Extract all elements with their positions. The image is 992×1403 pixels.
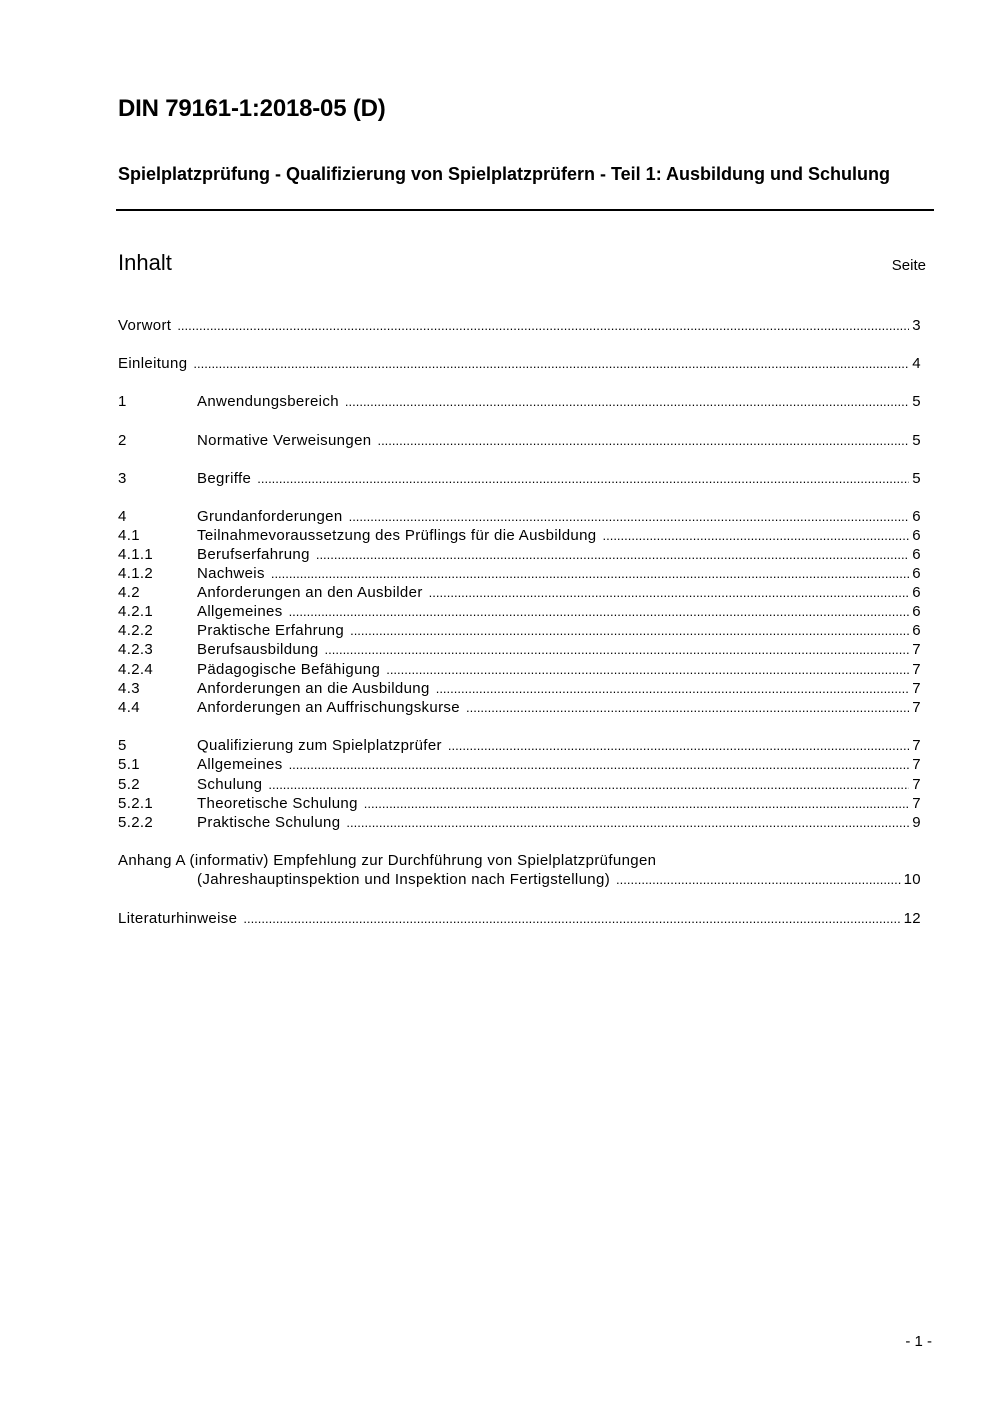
toc-entry-title: Allgemeines bbox=[197, 603, 283, 620]
toc-entry-title: Theoretische Schulung bbox=[197, 795, 358, 812]
toc-entry-page: 7 bbox=[912, 661, 921, 678]
leader-dots bbox=[316, 545, 909, 564]
toc-entry[interactable] bbox=[118, 602, 921, 621]
toc-entry-page: 12 bbox=[903, 910, 921, 927]
document-id: DIN 79161-1:2018-05 (D) bbox=[118, 95, 386, 122]
toc-entry-number: 4.2.4 bbox=[118, 661, 154, 678]
toc-entry-number: 3 bbox=[118, 470, 127, 487]
toc-entry[interactable] bbox=[118, 660, 921, 679]
toc-entry[interactable] bbox=[118, 813, 921, 832]
toc-entry-number: 4.1.1 bbox=[118, 546, 154, 563]
toc-entry-page: 6 bbox=[912, 603, 921, 620]
toc-entry-title: Teilnahmevoraussetzung des Prüflings für die Ausbildung bbox=[197, 527, 597, 544]
toc-entry[interactable] bbox=[118, 621, 921, 640]
toc-entry-page: 6 bbox=[912, 527, 921, 544]
toc-entry[interactable] bbox=[118, 469, 921, 488]
toc-entry[interactable] bbox=[118, 755, 921, 774]
toc-entry-page: 7 bbox=[912, 699, 921, 716]
toc-entry-title: Praktische Erfahrung bbox=[197, 622, 345, 639]
toc-entry-page: 5 bbox=[912, 470, 921, 487]
table-of-contents bbox=[118, 0, 921, 940]
toc-heading: Inhalt bbox=[118, 250, 172, 275]
toc-entry-annex-subtitle: (Jahreshauptinspektion und Inspektion nach Fertigstellung) bbox=[197, 871, 611, 888]
toc-entry-number: 4.4 bbox=[118, 699, 140, 716]
leader-dots bbox=[289, 755, 910, 774]
toc-entry-title: Anwendungsbereich bbox=[197, 393, 339, 410]
toc-entry-page: 6 bbox=[912, 508, 921, 525]
toc-entry-page: 5 bbox=[912, 393, 921, 410]
toc-entry-title: Vorwort bbox=[118, 317, 172, 334]
leader-dots bbox=[345, 392, 909, 411]
leader-dots bbox=[350, 621, 909, 640]
toc-entry[interactable] bbox=[118, 392, 921, 411]
page-column-label: Seite bbox=[891, 257, 926, 274]
toc-entry-number: 4.1.2 bbox=[118, 565, 154, 582]
toc-entry[interactable] bbox=[118, 736, 921, 755]
toc-entry-title: Literaturhinweise bbox=[118, 910, 238, 927]
toc-entry[interactable] bbox=[118, 679, 921, 698]
leader-dots bbox=[193, 354, 909, 373]
leader-dots bbox=[325, 640, 910, 659]
leader-dots bbox=[429, 583, 910, 602]
toc-entry-title: Anforderungen an die Ausbildung bbox=[197, 680, 430, 697]
toc-entry[interactable] bbox=[118, 640, 921, 659]
toc-entry-annex[interactable] bbox=[197, 870, 921, 889]
toc-entry-number: 5.2 bbox=[118, 776, 140, 793]
toc-entry-page: 4 bbox=[912, 355, 921, 372]
toc-entry-page: 6 bbox=[912, 546, 921, 563]
page-number: - 1 - bbox=[905, 1333, 932, 1350]
toc-entry-title: Berufsausbildung bbox=[197, 641, 319, 658]
toc-entry-bibliography[interactable] bbox=[118, 909, 921, 928]
leader-dots bbox=[243, 909, 900, 928]
leader-dots bbox=[602, 526, 909, 545]
toc-entry-title: Praktische Schulung bbox=[197, 814, 341, 831]
toc-entry-title: Berufserfahrung bbox=[197, 546, 310, 563]
leader-dots bbox=[386, 660, 909, 679]
toc-entry-page: 7 bbox=[912, 776, 921, 793]
leader-dots bbox=[448, 736, 909, 755]
leader-dots bbox=[364, 794, 910, 813]
toc-entry-number: 4.2.1 bbox=[118, 603, 154, 620]
toc-entry-number: 4 bbox=[118, 508, 127, 525]
toc-entry-page: 10 bbox=[903, 871, 921, 888]
toc-entry-page: 3 bbox=[912, 317, 921, 334]
toc-entry-title: Pädagogische Befähigung bbox=[197, 661, 381, 678]
toc-entry[interactable] bbox=[118, 431, 921, 450]
toc-entry[interactable] bbox=[118, 526, 921, 545]
toc-entry[interactable] bbox=[118, 775, 921, 794]
toc-entry-title: Grundanforderungen bbox=[197, 508, 343, 525]
toc-entry-title: Allgemeines bbox=[197, 756, 283, 773]
toc-entry[interactable] bbox=[118, 545, 921, 564]
toc-entry-annex-title[interactable]: Anhang A (informativ) Empfehlung zur Durchführung von Spielplatzprüfungen bbox=[118, 852, 657, 869]
leader-dots bbox=[436, 679, 910, 698]
toc-entry-number: 4.2 bbox=[118, 584, 140, 601]
toc-entry-page: 7 bbox=[912, 680, 921, 697]
leader-dots bbox=[271, 564, 909, 583]
toc-entry-page: 6 bbox=[912, 622, 921, 639]
toc-entry[interactable] bbox=[118, 794, 921, 813]
toc-entry-vorwort[interactable] bbox=[118, 316, 921, 335]
toc-entry-title: Anforderungen an Auffrischungskurse bbox=[197, 699, 460, 716]
leader-dots bbox=[289, 602, 910, 621]
leader-dots bbox=[349, 507, 910, 526]
leader-dots bbox=[346, 813, 909, 832]
toc-entry-number: 5.1 bbox=[118, 756, 140, 773]
toc-entry-title: Qualifizierung zum Spielplatzprüfer bbox=[197, 737, 442, 754]
toc-entry-number: 2 bbox=[118, 432, 127, 449]
toc-entry-page: 5 bbox=[912, 432, 921, 449]
toc-entry-number: 5 bbox=[118, 737, 127, 754]
toc-entry-title: Normative Verweisungen bbox=[197, 432, 372, 449]
toc-entry-title: Anforderungen an den Ausbilder bbox=[197, 584, 423, 601]
toc-entry-page: 7 bbox=[912, 737, 921, 754]
toc-entry-page: 7 bbox=[912, 641, 921, 658]
toc-entry-page: 7 bbox=[912, 756, 921, 773]
toc-entry-einleitung[interactable] bbox=[118, 354, 921, 373]
toc-entry-number: 4.1 bbox=[118, 527, 140, 544]
toc-entry-number: 5.2.1 bbox=[118, 795, 154, 812]
toc-entry-number: 4.2.3 bbox=[118, 641, 154, 658]
toc-entry[interactable] bbox=[118, 564, 921, 583]
toc-entry-title: Einleitung bbox=[118, 355, 188, 372]
leader-dots bbox=[268, 775, 909, 794]
toc-entry-page: 6 bbox=[912, 584, 921, 601]
toc-entry[interactable] bbox=[118, 698, 921, 717]
toc-entry[interactable] bbox=[118, 583, 921, 602]
leader-dots bbox=[377, 431, 909, 450]
leader-dots bbox=[257, 469, 909, 488]
toc-entry[interactable] bbox=[118, 507, 921, 526]
toc-entry-title: Begriffe bbox=[197, 470, 252, 487]
toc-entry-number: 4.3 bbox=[118, 680, 140, 697]
toc-entry-title: Schulung bbox=[197, 776, 263, 793]
toc-entry-title: Nachweis bbox=[197, 565, 265, 582]
document-title: Spielplatzprüfung - Qualifizierung von Spielplatzprüfern - Teil 1: Ausbildung und Schulung bbox=[118, 164, 890, 184]
toc-entry-page: 6 bbox=[912, 565, 921, 582]
toc-entry-page: 9 bbox=[912, 814, 921, 831]
toc-entry-number: 5.2.2 bbox=[118, 814, 154, 831]
leader-dots bbox=[616, 870, 901, 889]
leader-dots bbox=[466, 698, 909, 717]
toc-entry-number: 1 bbox=[118, 393, 127, 410]
toc-entry-number: 4.2.2 bbox=[118, 622, 154, 639]
toc-entry-page: 7 bbox=[912, 795, 921, 812]
leader-dots bbox=[177, 316, 909, 335]
